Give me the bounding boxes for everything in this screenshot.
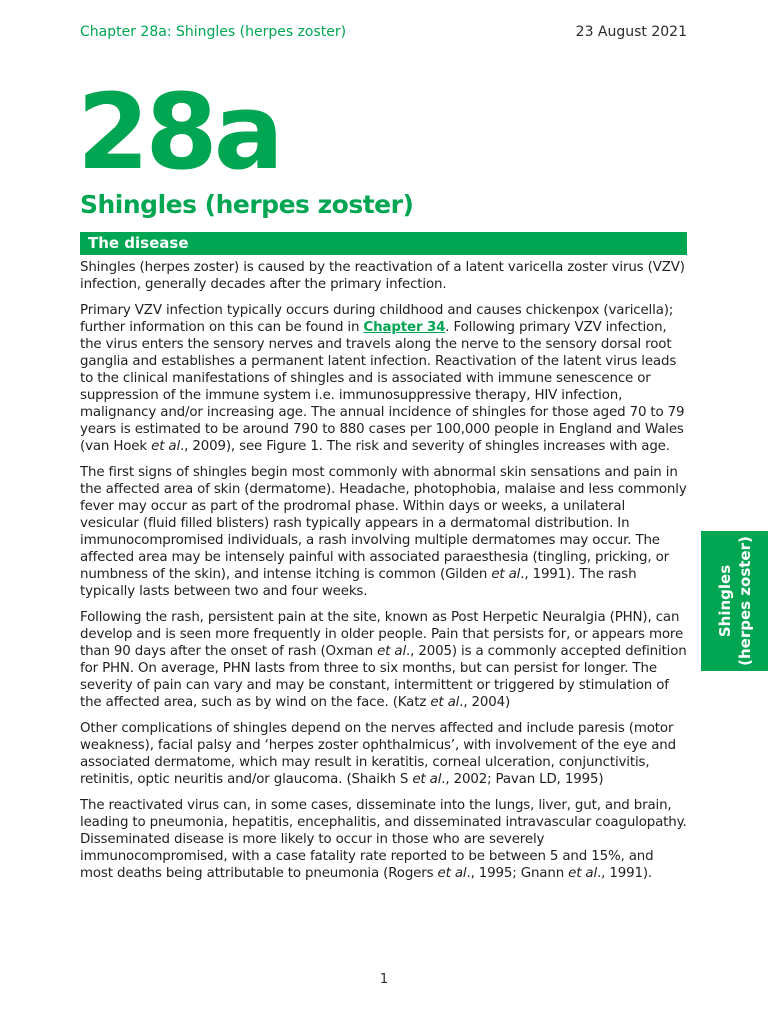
section-heading: The disease bbox=[88, 234, 189, 252]
text-segment: ., 2004) bbox=[459, 695, 511, 710]
text-segment: ., 2002; Pavan LD, 1995) bbox=[441, 772, 604, 787]
text-segment: . Following primary VZV infection, the virus enters the sensory nerves and travels along the nerve to the sensory dorsal root ganglia and establishes a permanent latent infection. Reactivation of the latent virus leads to the clinical manifestations of shingles and is associated with immune senescence or suppression of the immune system i.e. immunosuppressive therapy, HIV infection, malignancy and/or increasing age. The annual incidence of shingles for those aged 70 to 79 years is estimated to be around 790 to 880 cases per 100,000 people in England and Wales (van Hoek bbox=[80, 320, 685, 454]
text-segment: ., 2009), see Figure 1. The risk and severity of shingles increases with age. bbox=[180, 439, 670, 454]
chapter-34-link[interactable]: Chapter 34 bbox=[363, 320, 446, 335]
side-tab-line-1: Shingles bbox=[715, 564, 734, 638]
et-al-italic: et al bbox=[491, 567, 521, 582]
text-segment: Following the rash, persistent pain at the site, known as Post Herpetic Neuralgia (PHN), can develop and is seen more frequently in older people. Pain that persists for, or appears more than 90 days after the onset of rash (Oxman bbox=[80, 610, 684, 659]
et-al-italic: et al bbox=[430, 695, 460, 710]
paragraph-intro: Shingles (herpes zoster) is caused by the reactivation of a latent varicella zoster virus (VZV) infection, generally decades after the primary infection. bbox=[80, 260, 685, 292]
page-number: 1 bbox=[379, 972, 389, 987]
publication-date: 23 August 2021 bbox=[575, 24, 687, 40]
paragraph-complications bbox=[80, 720, 687, 788]
text-segment: The first signs of shingles begin most commonly with abnormal skin sensations and pain in the affected area of skin (dermatome). Headache, photophobia, malaise and less commonly fever may occur as part of the prodromal phase. Within days or weeks, a unilateral vesicular (fluid filled blisters) rash typically appears in a dermatomal distribution. In immunocompromised individuals, a rash involving multiple dermatomes may occur. The affected area may be intensely painful with associated paraesthesia (tingling, pricking, or numbness of the skin), and intense itching is common (Gilden bbox=[80, 465, 687, 582]
et-al-italic: et al bbox=[377, 644, 407, 659]
text-segment: ., 1991). The rash typically lasts between two and four weeks. bbox=[80, 567, 637, 599]
chapter-side-tab bbox=[701, 531, 768, 671]
text-segment: ., 1991). bbox=[597, 866, 653, 881]
text-segment: Other complications of shingles depend on the nerves affected and include paresis (motor weakness), facial palsy and ‘herpes zoster ophthalmicus’, with involvement of the eye and associated dermatome, which may result in keratitis, corneal ulceration, conjunctivitis, retinitis, optic neuritis and/or glaucoma. (Shaikh S bbox=[80, 721, 676, 787]
body-text bbox=[80, 259, 687, 891]
side-tab-label bbox=[715, 531, 755, 671]
paragraph-primary-infection bbox=[80, 302, 687, 455]
text-segment: ., 1995; Gnann bbox=[466, 866, 569, 881]
paragraph-dissemination bbox=[80, 797, 687, 882]
text-segment: ., 2005) is a commonly accepted definition for PHN. On average, PHN lasts from three to six months, but can persist for longer. The severity of pain can vary and may be constant, intermittent or triggered by stimulation of the affected area, such as by wind on the face. (Katz bbox=[80, 644, 687, 710]
running-title: Chapter 28a: Shingles (herpes zoster) bbox=[80, 24, 347, 40]
et-al-italic: et al bbox=[437, 866, 467, 881]
paragraph-first-signs bbox=[80, 464, 687, 600]
side-tab-line-2: (herpes zoster) bbox=[735, 536, 754, 666]
text-segment: The reactivated virus can, in some cases, disseminate into the lungs, liver, gut, and brain, leading to pneumonia, hepatitis, encephalitis, and disseminated intravascular coagulopathy. Disseminated disease is more likely to occur in those who are severely immunocompromised, with a case fatality rate reported to be between 5 and 15%, and most deaths being attributable to pneumonia (Rogers bbox=[80, 798, 687, 881]
text-segment: Primary VZV infection typically occurs during childhood and causes chickenpox (varicella); further information on this can be found in bbox=[80, 303, 674, 335]
et-al-italic: et al bbox=[568, 866, 598, 881]
section-heading-bar bbox=[80, 232, 687, 255]
et-al-italic: et al bbox=[412, 772, 442, 787]
chapter-title: Shingles (herpes zoster) bbox=[80, 190, 414, 219]
chapter-number: 28a bbox=[77, 71, 280, 193]
et-al-italic: et al bbox=[151, 439, 181, 454]
paragraph-phn bbox=[80, 609, 687, 711]
